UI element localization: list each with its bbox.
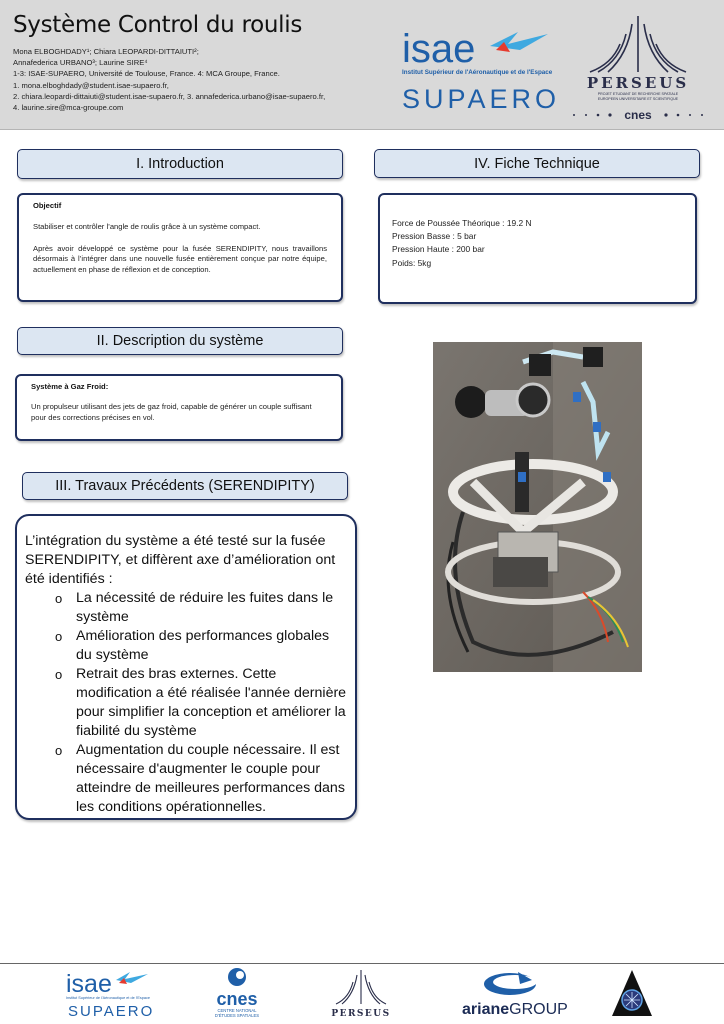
system-photo [433, 342, 642, 672]
list-item: o Augmentation du couple nécessaire. Il est nécessaire d'augmenter le couple pour atteindre de meilleures performances dans les conditions opérationnelles. [25, 741, 347, 817]
affiliation-line: 1-3: ISAE-SUPAERO, Université de Toulouse, France. 4: MCA Groupe, France. [13, 69, 280, 79]
improvement-list [25, 589, 347, 817]
isae-wordmark: isae [402, 27, 476, 71]
header [0, 0, 724, 130]
cold-gas-system-image [433, 342, 642, 672]
gaz-froid-title: Système à Gaz Froid: [31, 382, 109, 391]
footer-perseus-logo [326, 968, 396, 1020]
perseus-emblem-icon [336, 970, 386, 1004]
perseus-wordmark: PERSEUS [331, 1009, 391, 1019]
intro-paragraph: Stabiliser et contrôler l’angle de roulis grâce à un système compact. [33, 222, 261, 231]
specs-box [378, 193, 697, 304]
footer-cnes-logo [208, 966, 266, 1020]
spec-line: Pression Haute : 200 bar [392, 244, 485, 255]
spec-line: Poids: 5kg [392, 257, 432, 268]
previous-work-box [15, 514, 357, 820]
cnes-wordmark: cnes [216, 989, 258, 1009]
spec-line: Force de Poussée Théorique : 19.2 N [392, 218, 532, 228]
perseus-wordmark: PERSEUS [586, 74, 690, 92]
cnes-subtitle: CENTRE NATIONAL [217, 1008, 257, 1013]
section-heading-previous-work: III. Travaux Précédents (SERENDIPITY) [22, 472, 348, 500]
isae-subtitle: Institut Supérieur de l'Aéronautique et de l'Espace [66, 996, 150, 1000]
isae-subtitle: Institut Supérieur de l'Aéronautique et de l'Espace [402, 69, 553, 76]
footer-ariane-group-logo [460, 970, 568, 1018]
supaero-wordmark: SUPAERO [402, 84, 561, 114]
isae-wordmark: isae [66, 970, 112, 998]
cnes-wordmark: cnes [624, 108, 652, 122]
cnes-subtitle: D'ÉTUDES SPATIALES [214, 1013, 260, 1018]
supaero-wordmark: SUPAERO [68, 1003, 155, 1020]
email-line: 4. laurine.sire@mca-groupe.com [13, 103, 124, 113]
list-item: o Retrait des bras externes. Cette modification a été réalisée l'année dernière pour simplifier la conception et améliorer la fiabilité du système [25, 665, 347, 741]
author-block [13, 46, 325, 113]
list-item: o Amélioration des performances globales du système [25, 627, 347, 665]
description-paragraph: Un propulseur utilisant des jets de gaz froid, capable de générer un couple suffisant pour des corrections précises en vol. [31, 402, 312, 422]
email-line: 2. chiara.leopardi-dittaiuti@student.isae-supaero.fr, 3. annafederica.urbano@isae-supaero.fr, [13, 91, 326, 101]
intro-paragraph: Après avoir développé ce système pour la fusée SERENDIPITY, nous travaillons désormais à l’intégrer dans une nouvelle fusée entièrement conçue par notre équipe, actuellement en phase de réflexion et de conception. [33, 243, 327, 274]
perseus-logo [568, 14, 708, 124]
footer-mission-patch-logo [610, 968, 654, 1020]
author-line: Annafederica URBANO³; Laurine SIRE⁴ [13, 58, 148, 68]
description-box [15, 374, 343, 441]
section-heading-specs: IV. Fiche Technique [374, 149, 700, 178]
footer-divider [0, 963, 724, 964]
isae-supaero-logo [400, 24, 560, 114]
previous-work-text [25, 532, 347, 817]
list-item: o La nécessité de réduire les fuites dans le système [25, 589, 347, 627]
author-line: Mona ELBOGHDADY¹; Chiara LEOPARDI-DITTAIUTI²; [13, 47, 199, 56]
spec-line: Pression Basse : 5 bar [392, 231, 477, 242]
introduction-box [17, 193, 343, 302]
section-heading-description: II. Description du système [17, 327, 343, 355]
ariane-group-wordmark: arianeGROUP [462, 1001, 568, 1018]
section-heading-introduction: I. Introduction [17, 149, 343, 179]
objectif-title: Objectif [33, 201, 62, 210]
specs-list [392, 217, 683, 270]
poster-title: Système Control du roulis [13, 12, 303, 38]
perseus-emblem-icon [590, 16, 686, 72]
previous-work-intro: L’intégration du système a été testé sur la fusée SERENDIPITY, et diffèrent axe d’amélioration ont été identifiés : [25, 533, 336, 587]
footer-isae-supaero-logo [64, 968, 154, 1020]
perseus-subtitle: PROJET ETUDIANT DE RECHERCHE SPATIALE [597, 92, 679, 96]
email-line: 1. mona.elboghdady@student.isae-supaero.fr, [13, 80, 169, 90]
perseus-subtitle: EUROPEEN UNIVERSITAIRE ET SCIENTIFIQUE [597, 97, 679, 101]
